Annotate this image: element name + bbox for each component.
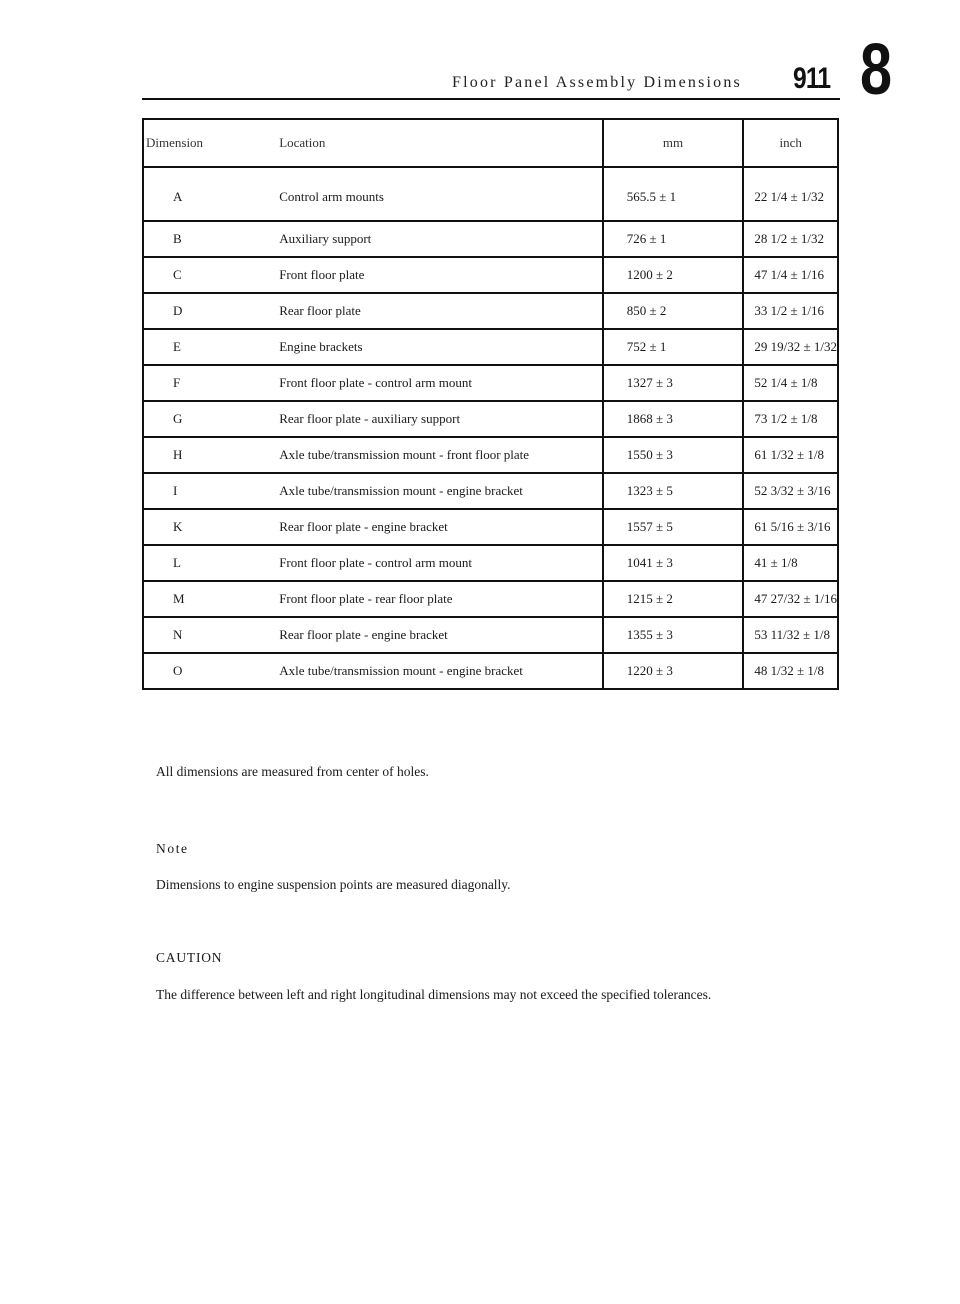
inch-cell: 47 1/4 ± 1/16 [743,257,838,293]
table-row [143,509,838,545]
inch-cell: 28 1/2 ± 1/32 [743,221,838,257]
table-row [143,617,838,653]
inch-cell: 33 1/2 ± 1/16 [743,293,838,329]
inch-cell: 61 5/16 ± 3/16 [743,509,838,545]
inch-cell: 47 27/32 ± 1/16 [743,581,838,617]
dimension-cell: B [143,221,277,257]
inch-cell: 61 1/32 ± 1/8 [743,437,838,473]
caution-heading: CAUTION [156,950,223,965]
measurement-note: All dimensions are measured from center of holes. [156,764,429,779]
table-row [143,653,838,689]
table-row [143,401,838,437]
inch-cell: 73 1/2 ± 1/8 [743,401,838,437]
table-row [143,437,838,473]
table-row [143,329,838,365]
dimension-cell: L [143,545,277,581]
table-row [143,581,838,617]
inch-cell: 29 19/32 ± 1/32 [743,329,838,365]
column-header-location: Location [277,119,602,167]
mm-cell: 752 ± 1 [603,329,744,365]
mm-cell: 1327 ± 3 [603,365,744,401]
inch-cell: 52 1/4 ± 1/8 [743,365,838,401]
caution-text: The difference between left and right longitudinal dimensions may not exceed the specified tolerances. [156,987,712,1002]
dimension-cell: C [143,257,277,293]
header-rule [142,98,840,100]
mm-cell: 1200 ± 2 [603,257,744,293]
location-cell: Rear floor plate [277,293,602,329]
table-row [143,545,838,581]
note-text: Dimensions to engine suspension points are measured diagonally. [156,877,511,892]
dimension-cell: M [143,581,277,617]
column-header-inch: inch [743,119,838,167]
mm-cell: 565.5 ± 1 [603,167,744,221]
location-cell: Axle tube/transmission mount - engine bracket [279,663,523,678]
dimension-cell: H [143,437,277,473]
dimension-cell: F [143,365,277,401]
inch-cell: 48 1/32 ± 1/8 [743,653,838,689]
table-body [143,167,838,689]
page-title: Floor Panel Assembly Dimensions [452,74,742,91]
table-row [143,293,838,329]
mm-cell: 1220 ± 3 [603,653,744,689]
inch-cell: 53 11/32 ± 1/8 [743,617,838,653]
dimension-cell: A [143,167,277,221]
column-header-mm: mm [603,119,744,167]
table-row [143,167,838,221]
mm-cell: 1557 ± 5 [603,509,744,545]
inch-cell: 41 ± 1/8 [743,545,838,581]
location-cell: Front floor plate - control arm mount [277,365,602,401]
model-label: 911 [793,62,831,95]
location-cell: Rear floor plate - engine bracket [277,509,602,545]
mm-cell: 1323 ± 5 [603,473,744,509]
mm-cell: 1041 ± 3 [603,545,744,581]
table-row [143,365,838,401]
dimension-cell: D [143,293,277,329]
table-header-row [143,119,838,167]
inch-cell: 52 3/32 ± 3/16 [743,473,838,509]
table-row [143,221,838,257]
dimension-cell: K [143,509,277,545]
location-cell: Rear floor plate - engine bracket [277,617,602,653]
section-number: 8 [860,30,893,110]
dimension-cell: E [143,329,277,365]
table-row [143,473,838,509]
mm-cell: 1215 ± 2 [603,581,744,617]
dimension-cell: I [143,473,277,509]
location-cell: Front floor plate - rear floor plate [277,581,602,617]
location-cell: Auxiliary support [277,221,602,257]
location-cell: Control arm mounts [277,167,602,221]
location-cell: Front floor plate [277,257,602,293]
dimensions-table [142,118,839,690]
dimension-cell: G [143,401,277,437]
location-cell: Axle tube/transmission mount - engine bracket [277,473,602,509]
location-cell: Axle tube/transmission mount - front floor plate [277,437,602,473]
note-heading: Note [156,841,189,856]
location-cell: Front floor plate - control arm mount [277,545,602,581]
location-cell: Rear floor plate - auxiliary support [277,401,602,437]
location-cell: Engine brackets [277,329,602,365]
dimension-cell: O [173,663,183,678]
mm-cell: 850 ± 2 [603,293,744,329]
mm-cell: 726 ± 1 [603,221,744,257]
table-row [143,257,838,293]
column-header-dimension: Dimension [143,119,277,167]
inch-cell: 22 1/4 ± 1/32 [743,167,838,221]
mm-cell: 1550 ± 3 [603,437,744,473]
mm-cell: 1355 ± 3 [603,617,744,653]
dimension-cell: N [143,617,277,653]
mm-cell: 1868 ± 3 [603,401,744,437]
